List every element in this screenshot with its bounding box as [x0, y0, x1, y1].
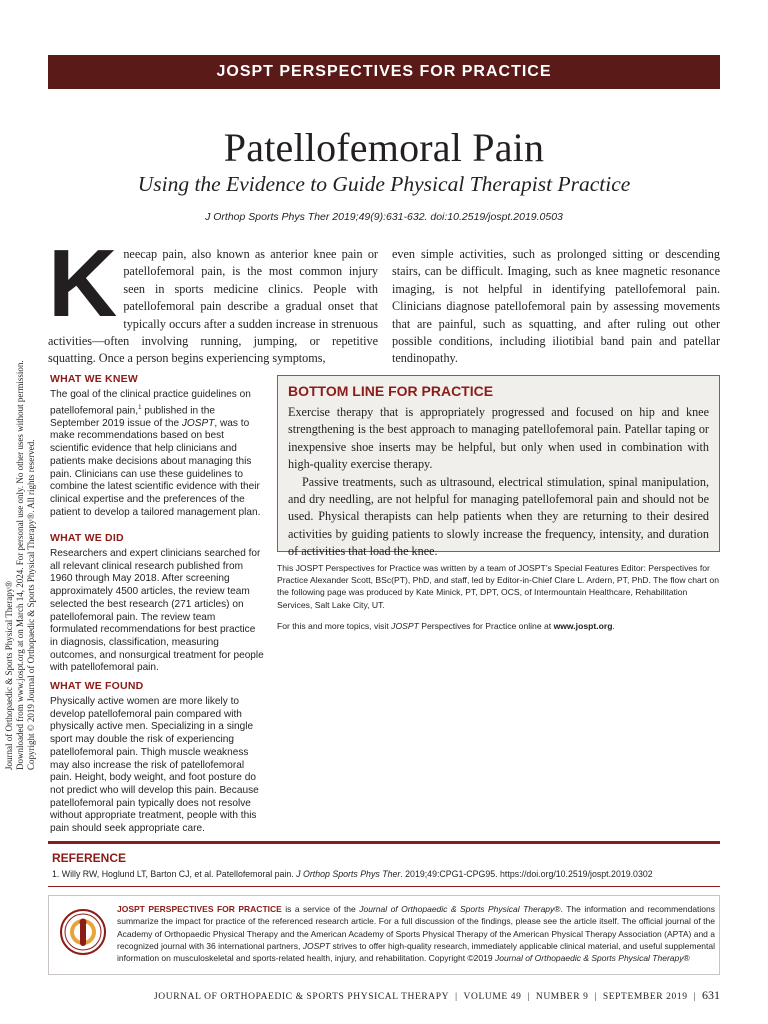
visit-text-a: For this and more topics, visit [277, 621, 392, 631]
page-title: Patellofemoral Pain [223, 125, 545, 170]
what-we-found-body: Physically active women are more likely to develop patellofemoral pain compared with physically active men. Specializing in a single sport may double the risk of experiencing patellofemoral pain. Thigh muscle weakness may also increase the risk of patellofemoral pain. Height, body weight, and foot posture do not predict who will develop this pain. Because patellofemoral pain typically does not resolve without appropriate treatment, people with this pain should seek appropriate care. [50, 696, 259, 835]
jospt-logo-icon [59, 908, 107, 956]
footer-info-box [48, 895, 720, 975]
page-subtitle: Using the Evidence to Guide Physical Therapist Practice [137, 172, 631, 196]
knew-text-b: published in the September 2019 issue of the [50, 405, 215, 429]
intro-text-left: neecap pain, also known as anterior knee pain or patellofemoral pain, is the most common injury seen in sports medicine clinics. People with patellofemoral pain describe a gradual onset that typically occurs after a sudden increase in strenuous activities—often involving running, jumping, or repetitive squatting. Once a person begins experiencing symptoms, [48, 247, 378, 366]
footer-brand: JOSPT PERSPECTIVES FOR PRACTICE [117, 904, 282, 914]
footer-text-1: is a service of the [281, 904, 360, 914]
notice-line-1: Journal of Orthopaedic & Sports Physical Therapy® [4, 580, 14, 770]
footer-journal-name: JOURNAL OF ORTHOPAEDIC & SPORTS PHYSICAL THERAPY [154, 992, 450, 1002]
what-we-knew-body [50, 389, 265, 519]
footer-volume: VOLUME 49 [463, 992, 522, 1002]
bottom-line-paragraph-2: Passive treatments, such as ultrasound, electrical stimulation, spinal manipulation, and dry needling, are not helpful for managing patellofemoral pain and should not be used. Physical therapists can help patients when they are returning to their desired activities by guiding patients to slowly increase the frequency, intensity, and duration of activities that load the knee. [288, 474, 709, 559]
knew-text-a: The goal of the clinical practice guidelines on patellofemoral pain, [50, 389, 251, 417]
footer-journal-2: JOSPT [302, 940, 331, 951]
footer-text-3: strives to offer high-quality research, immediately applicable clinical material, and useful supplemental information on musculoskeletal and sports-related health, injury, and rehabilitation. Copyright ©2019 [117, 940, 716, 964]
credit-note: This JOSPT Perspectives for Practice was written by a team of JOSPT’s Special Features Editor: Perspectives for Practice Alexander Scott, BSc(PT), PhD, and staff, led by Editor-in-Chief Clare L. Ardern, PT, PhD. The flow chart on the following page was produced by Kate Minick, PT, DPT, OCS, of Intermountain Healthcare, Rehabilitation Services, Salt Lake City, UT. [277, 563, 719, 610]
bottom-line-heading: BOTTOM LINE FOR PRACTICE [288, 383, 494, 399]
what-we-did-heading: WHAT WE DID [50, 532, 124, 544]
notice-line-2: Downloaded from www.jospt.org at on March 14, 2024. For personal use only. No other uses without permission. [15, 360, 25, 770]
website-link[interactable]: www.jospt.org [553, 621, 613, 631]
article-citation: J Orthop Sports Phys Ther 2019;49(9):631-632. doi:10.2519/jospt.2019.0503 [205, 211, 563, 223]
running-footer [154, 988, 720, 1003]
drop-cap: K [48, 230, 118, 337]
footer-text-4: ® [683, 953, 690, 964]
visit-journal: JOSPT [391, 621, 419, 631]
visit-text-c: . [612, 621, 615, 631]
notice-line-3: Copyright © 2019 Journal of Orthopaedic & Sports Physical Therapy®. All rights reserved. [26, 439, 36, 770]
visit-text-b: Perspectives for Practice online at [418, 621, 554, 631]
reference-text-b: . 2019;49:CPG1-CPG95. https://doi.org/10.2519/jospt.2019.0302 [400, 869, 653, 879]
bottom-line-paragraph-1: Exercise therapy that is appropriately progressed and focused on hip and knee strengthening is the best approach to managing patellofemoral pain. Patellar taping or inexpensive shoe inserts may be helpful, but only when used in combination with high-quality exercise therapy. [288, 405, 709, 472]
page-number: 631 [702, 988, 720, 1002]
reference-superscript: 1 [138, 404, 142, 411]
what-we-knew-heading: WHAT WE KNEW [50, 373, 138, 385]
reference-top-rule [48, 841, 720, 844]
footer-date: SEPTEMBER 2019 [602, 992, 688, 1002]
banner-label: JOSPT PERSPECTIVES FOR PRACTICE [216, 63, 552, 80]
reference-heading: REFERENCE [52, 851, 127, 865]
reference-bottom-rule [48, 886, 720, 887]
knew-journal: JOSPT [181, 417, 215, 429]
footer-separator: | [594, 992, 597, 1002]
what-we-did-body: Researchers and expert clinicians searched for all relevant clinical research published from 1960 through May 2018. After screening approximately 4500 articles, the review team selected the best research (271 articles) on patellofemoral pain. The review team formulated recommendations for best practice in diagnosis, classification, measuring outcomes, and nonsurgical treatment for people with patellofemoral pain. [50, 548, 264, 674]
footer-separator: | [527, 992, 530, 1002]
visit-note [277, 620, 720, 632]
footer-text [117, 903, 715, 964]
reference-journal: J Orthop Sports Phys Ther [296, 869, 401, 879]
footer-journal-3: Journal of Orthopaedic & Sports Physical Therapy [494, 953, 684, 964]
section-banner [48, 55, 720, 89]
reference-text-a: 1. Willy RW, Hoglund LT, Barton CJ, et al. Patellofemoral pain. [52, 869, 297, 879]
footer-separator: | [455, 992, 458, 1002]
footer-text-2: ®. The information and recommendations summarize the impact for practice of the referenced research article. For a full discussion of the findings, please see the article itself. The official journal of the Academy of Orthopaedic Physical Therapy and the American Academy of Sports Physical Therapy of the American Physical Therapy Association (APTA) and a recognized journal with 36 international partners, [117, 904, 716, 951]
reference-item [52, 869, 720, 879]
footer-number: NUMBER 9 [535, 992, 589, 1002]
knew-text-c: , was to make recommendations based on best scientific evidence that help clinicians and patients make decisions about managing this pain. Clinicians can use these guidelines to combine the latest scientific evidence with their clinical expertise and the preferences of the patient to develop a tailored management plan. [50, 417, 261, 518]
intro-column-left [48, 230, 378, 368]
footer-journal-1: Journal of Orthopaedic & Sports Physical Therapy [359, 904, 555, 914]
bottom-line-box [277, 375, 720, 559]
copyright-notice-vertical [4, 330, 50, 770]
footer-separator: | [693, 992, 697, 1002]
what-we-found-heading: WHAT WE FOUND [50, 680, 144, 692]
intro-column-right: even simple activities, such as prolonged sitting or descending stairs, can be difficult. Imaging, such as knee magnetic resonance imaging, is not helpful in identifying patellofemoral pain. Clinicians diagnose patellofemoral pain by assessing movements that are painful, such as squatting, and after ruling out other possible conditions, including iliotibial band pain and patellar tendinopathy. [392, 247, 720, 366]
